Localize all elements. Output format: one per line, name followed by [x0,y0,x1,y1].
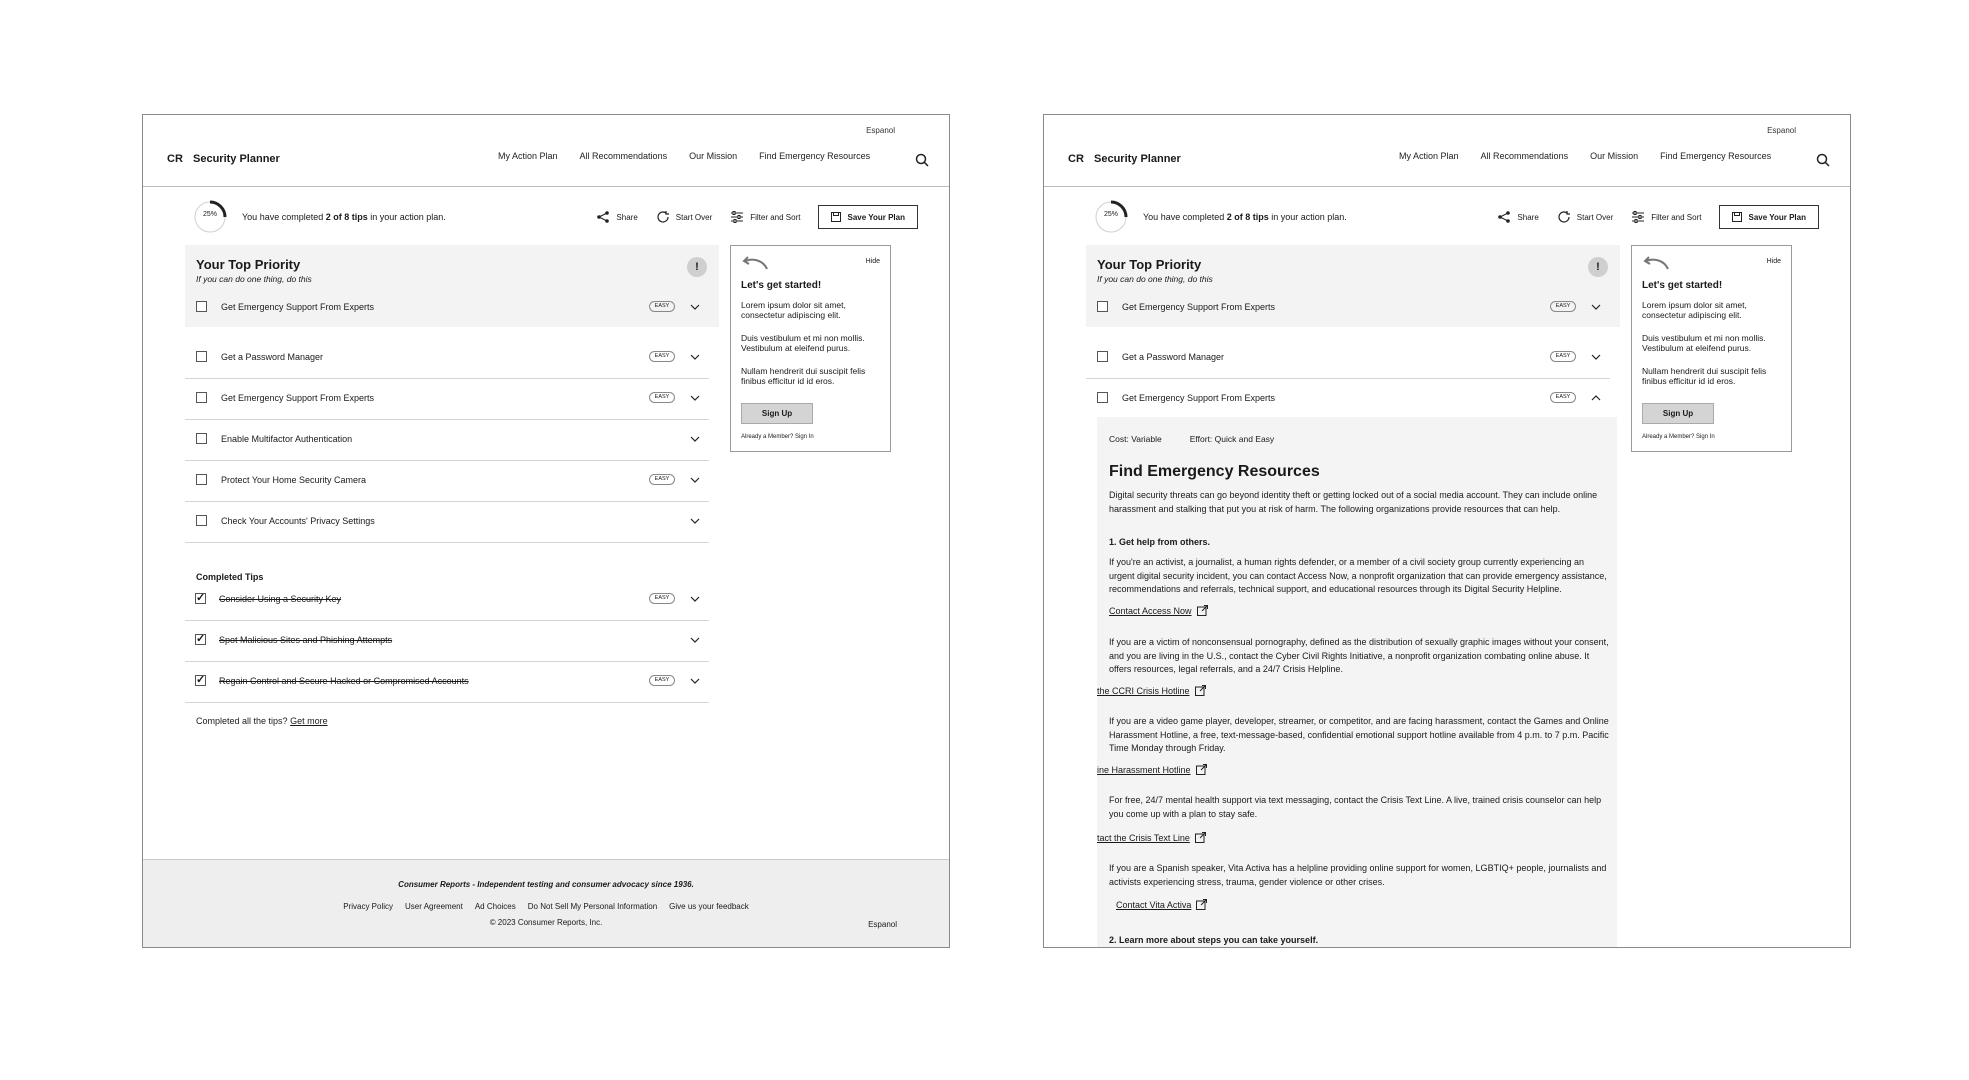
nav-find-emergency-resources[interactable]: Find Emergency Resources [1660,151,1772,161]
tip-effort: Effort: Quick and Easy [1189,434,1275,444]
detail-paragraph: For free, 24/7 mental health support via text messaging, contact the Crisis Text Line. A live, trained crisis counselor can help you come up with a plan to stay safe. [1109,795,1602,819]
tip-label: Get Emergency Support From Experts [221,393,375,403]
tip-label: Get Emergency Support From Experts [221,302,375,312]
card-paragraph: Nullam hendrerit dui suscipit felis finibus efficitur id id eros. [741,366,866,387]
filter-sort-button[interactable] [730,210,800,224]
sign-in-link[interactable]: Already a Member? Sign In [1642,434,1715,440]
tip-row-expanded[interactable] [1086,378,1610,420]
footer-link-do-not-sell[interactable]: Do Not Sell My Personal Information [527,902,658,911]
card-title: Let's get started! [1642,280,1723,291]
easy-badge: EASY [649,351,675,362]
nav-all-recommendations[interactable]: All Recommendations [1480,151,1569,161]
tip-label: Consider Using a Security Key [219,594,342,604]
card-paragraph: Duis vestibulum et mi non mollis. Vestibulum at eleifend purus. [1642,333,1766,354]
chevron-down-icon[interactable] [689,301,701,313]
detail-paragraph: If you are a victim of nonconsensual pornography, defined as the distribution of sexually graphic images without your consent, and you are living in the U.S., contact the Cyber Civil Rights Initiative, a nonprofit organization combating online abuse. It offers resources, legal referrals, and a 24/7 Crisis Helpline. [1109,637,1609,674]
easy-badge: EASY [1550,351,1576,362]
easy-badge: EASY [1550,392,1576,403]
refresh-icon [1557,210,1571,224]
chevron-down-icon[interactable] [1590,301,1602,313]
completed-tip-row[interactable] [185,579,709,621]
chevron-down-icon[interactable] [689,675,701,687]
language-link[interactable]: Espanol [1767,126,1796,135]
signup-card [1631,245,1792,452]
external-link-icon [1195,685,1206,696]
save-icon [831,212,841,222]
tip-label: Get Emergency Support From Experts [1122,393,1276,403]
top-priority-title: Your Top Priority [196,257,301,272]
top-priority-subtitle: If you can do one thing, do this [196,274,312,284]
external-link-icon [1196,764,1207,775]
tip-label: Get a Password Manager [221,352,324,362]
footer-link-privacy[interactable]: Privacy Policy [343,902,394,911]
main-nav [498,151,870,161]
tip-cost: Cost: Variable [1109,434,1162,444]
nav-find-emergency-resources[interactable]: Find Emergency Resources [759,151,871,161]
sign-in-link[interactable]: Already a Member? Sign In [741,434,814,440]
nav-all-recommendations[interactable]: All Recommendations [579,151,668,161]
easy-badge: EASY [649,474,675,485]
footer-language-link[interactable]: Espanol [868,920,897,929]
tip-row[interactable] [185,378,709,420]
external-link-icon [1197,605,1208,616]
start-over-button[interactable] [656,210,712,224]
start-over-label: Start Over [1576,212,1614,222]
progress-percent: 25% [202,211,217,218]
tip-checkbox[interactable] [196,351,207,362]
card-paragraph: Nullam hendrerit dui suscipit felis finibus efficitur id id eros. [1642,366,1767,387]
chevron-down-icon[interactable] [689,515,701,527]
nav-my-action-plan[interactable]: My Action Plan [1399,151,1459,161]
site-footer [143,859,949,948]
progress-text: You have completed 2 of 8 tips in your action plan. [1143,212,1347,222]
tip-detail-panel [1097,417,1617,948]
main-nav [1399,151,1771,161]
share-icon [1497,210,1511,224]
save-plan-button[interactable] [818,205,918,229]
get-more-link[interactable]: Get more [290,716,328,726]
tip-label: Enable Multifactor Authentication [221,434,353,444]
chevron-down-icon[interactable] [689,474,701,486]
tip-checkbox[interactable] [196,474,207,485]
curved-arrow-icon [741,256,769,270]
detail-paragraph: If you're an activist, a journalist, a human rights defender, or a member of a civil society group currently experiencing an urgent digital security incident, you can contact Access Now, a nonprofit organization that can provide emergency assistance, recommendations and referrals, technical support, and educational resources through its Digital Security Helpline. [1109,557,1607,594]
plan-actions [596,200,918,234]
plan-actions [1497,200,1819,234]
tip-row[interactable] [1086,337,1610,379]
chevron-down-icon[interactable] [689,392,701,404]
search-icon[interactable] [915,153,929,167]
tip-label: Protect Your Home Security Camera [221,475,367,485]
chevron-down-icon[interactable] [1590,351,1602,363]
tip-checkbox-checked[interactable] [195,634,206,645]
crisis-text-line-link[interactable]: tact the Crisis Text Line [1097,832,1206,843]
filter-sort-label: Filter and Sort [750,212,801,222]
tip-checkbox[interactable] [1097,392,1108,403]
card-paragraph: Duis vestibulum et mi non mollis. Vestibulum at eleifend purus. [741,333,865,354]
tip-checkbox-checked[interactable] [195,675,206,686]
footer-links [143,902,949,911]
search-icon[interactable] [1816,153,1830,167]
share-button[interactable] [1497,210,1538,224]
share-label: Share [1517,212,1539,222]
sign-up-button[interactable]: Sign Up [1642,403,1714,424]
tip-row[interactable] [185,460,709,502]
ccri-hotline-link[interactable]: the CCRI Crisis Hotline [1097,685,1206,696]
top-priority-subtitle: If you can do one thing, do this [1097,274,1213,284]
start-over-button[interactable] [1557,210,1613,224]
save-plan-label: Save Your Plan [1748,212,1806,222]
tip-checkbox[interactable] [1097,301,1108,312]
tip-checkbox[interactable] [1097,351,1108,362]
easy-badge: EASY [649,301,675,312]
tip-row[interactable] [185,337,709,379]
section-heading: 2. Learn more about steps you can take yourself. [1109,935,1319,945]
footer-link-ad-choices[interactable]: Ad Choices [474,902,516,911]
sliders-icon [1631,210,1645,224]
tip-meta [1109,434,1274,444]
section-heading: 1. Get help from others. [1109,537,1211,547]
footer-link-user-agreement[interactable]: User Agreement [405,902,463,911]
site-title[interactable]: Security Planner [193,153,280,165]
footer-tagline: Consumer Reports - Independent testing and consumer advocacy since 1936. [398,880,694,889]
card-paragraph: Lorem ipsum dolor sit amet, consectetur adipiscing elit. [1642,300,1747,321]
completed-all-text: Completed all the tips? Get more [196,716,328,726]
start-over-label: Start Over [675,212,713,222]
external-link-icon [1195,832,1206,843]
cr-logo[interactable]: CR [167,153,183,165]
tip-row[interactable] [185,501,709,543]
progress-bar-row [1094,200,1819,234]
easy-badge: EASY [649,675,675,686]
easy-badge: EASY [649,593,675,604]
contact-access-now-link[interactable]: Contact Access Now [1109,605,1208,616]
share-button[interactable] [596,210,637,224]
save-icon [1732,212,1742,222]
hide-card-button[interactable]: Hide [865,258,880,265]
progress-percent: 25% [1103,211,1118,218]
detail-paragraph: If you are a video game player, developer, streamer, or competitor, and are facing harassment, contact the Games and Online Harassment Hotline, a free, text-message-based, confidential emotional support hotline available from 4 p.m. to 7 p.m. Pacific Time Monday through Friday. [1109,716,1609,753]
nav-our-mission[interactable]: Our Mission [1590,151,1639,161]
tip-checkbox[interactable] [196,433,207,444]
nav-our-mission[interactable]: Our Mission [689,151,738,161]
top-priority-tip[interactable] [1086,287,1610,329]
tip-checkbox[interactable] [196,301,207,312]
tip-checkbox-checked[interactable] [195,593,206,604]
progress-bar-row [193,200,918,234]
planner-screen-collapsed [142,114,950,948]
detail-paragraph: If you are a Spanish speaker, Vita Activa has a helpline providing online support for women, LGBTIQ+ people, journalists and activists experiencing stress, trauma, gender violence or other crises. [1109,863,1607,887]
share-label: Share [616,212,638,222]
alert-icon: ! [1588,257,1608,277]
language-link[interactable]: Espanol [866,126,895,135]
chevron-up-icon[interactable] [1590,392,1602,404]
detail-title: Find Emergency Resources [1109,463,1320,480]
sliders-icon [730,210,744,224]
site-title[interactable]: Security Planner [1094,153,1181,165]
alert-icon: ! [687,257,707,277]
share-icon [596,210,610,224]
chevron-down-icon[interactable] [689,634,701,646]
tip-label: Spot Malicious Sites and Phishing Attempts [219,635,393,645]
easy-badge: EASY [1550,301,1576,312]
cr-logo[interactable]: CR [1068,153,1084,165]
chevron-down-icon[interactable] [689,593,701,605]
chevron-down-icon[interactable] [689,433,701,445]
planner-screen-expanded [1043,114,1851,948]
tip-label: Get Emergency Support From Experts [1122,302,1276,312]
detail-intro: Digital security threats can go beyond identity theft or getting locked out of a social media account. They can include online harassment and stalking that put you at risk of harm. The following organizations provide resources that can help. [1109,490,1598,514]
tip-label: Get a Password Manager [1122,352,1225,362]
footer-link-feedback[interactable]: Give us your feedback [669,902,749,911]
filter-sort-label: Filter and Sort [1651,212,1702,222]
tip-row[interactable] [185,419,709,461]
site-header [143,115,949,187]
signup-card [730,245,891,452]
completed-tip-row[interactable] [185,620,709,662]
completed-tip-row[interactable] [185,661,709,703]
hide-card-button[interactable]: Hide [1766,258,1781,265]
top-priority-title: Your Top Priority [1097,257,1202,272]
easy-badge: EASY [649,392,675,403]
save-plan-label: Save Your Plan [847,212,905,222]
sign-up-button[interactable]: Sign Up [741,403,813,424]
top-priority-tip[interactable] [185,287,709,329]
site-header [1044,115,1850,187]
progress-text: You have completed 2 of 8 tips in your action plan. [242,212,446,222]
save-plan-button[interactable] [1719,205,1819,229]
tip-checkbox[interactable] [196,515,207,526]
footer-copyright: © 2023 Consumer Reports, Inc. [489,918,603,927]
vita-activa-link[interactable]: Contact Vita Activa [1116,899,1207,910]
filter-sort-button[interactable] [1631,210,1701,224]
tip-label: Regain Control and Secure Hacked or Compromised Accounts [219,676,469,686]
refresh-icon [656,210,670,224]
nav-my-action-plan[interactable]: My Action Plan [498,151,558,161]
harassment-hotline-link[interactable]: ine Harassment Hotline [1097,764,1207,775]
chevron-down-icon[interactable] [689,351,701,363]
curved-arrow-icon [1642,256,1670,270]
tip-checkbox[interactable] [196,392,207,403]
card-paragraph: Lorem ipsum dolor sit amet, consectetur adipiscing elit. [741,300,846,321]
external-link-icon [1196,899,1207,910]
card-title: Let's get started! [741,280,822,291]
completed-tips-heading: Completed Tips [196,572,264,582]
tip-label: Check Your Accounts' Privacy Settings [221,516,375,526]
